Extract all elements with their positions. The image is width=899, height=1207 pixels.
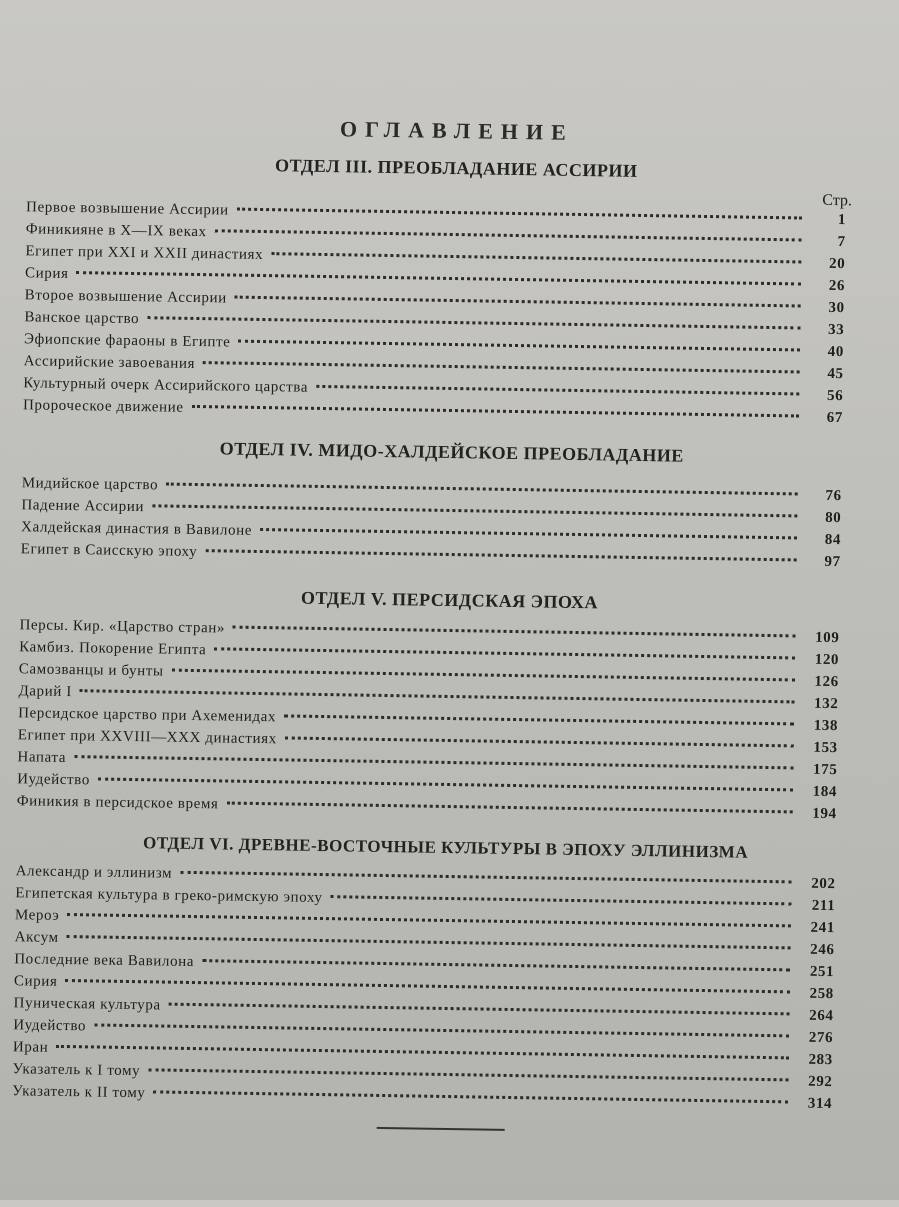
entry-page: 184 [812, 783, 838, 801]
section-heading-5: ОТДЕЛ V. ПЕРСИДСКАЯ ЭПОХА [300, 587, 599, 613]
dot-leader [237, 208, 802, 220]
dot-leader [180, 871, 791, 884]
entry-title: Напата [17, 749, 67, 766]
entry-title: Дарий I [18, 683, 73, 701]
entry-page: 251 [809, 963, 835, 981]
entry-title: Персидское царство при Ахеменидах [18, 705, 277, 726]
dot-leader [271, 252, 801, 263]
entry-page: 153 [813, 739, 838, 757]
entry-title: Египет при XXVIII—XXX династиях [17, 727, 277, 748]
closing-rule [377, 1127, 505, 1131]
entry-title: Культурный очерк Ассирийского царства [23, 375, 309, 396]
entry-title: Мероэ [14, 907, 60, 924]
section-heading-4: ОТДЕЛ IV. МИДО-ХАЛДЕЙСКОЕ ПРЕОБЛАДАНИЕ [219, 438, 685, 466]
entry-page: 20 [828, 255, 846, 273]
dot-leader [227, 802, 793, 814]
entry-page: 80 [825, 509, 842, 527]
entry-title: Указатель к II тому [12, 1083, 146, 1102]
entry-title: Мидийское царство [21, 475, 159, 494]
entry-page: 84 [824, 531, 842, 549]
dot-leader [238, 340, 800, 352]
section-heading-6: ОТДЕЛ VI. ДРЕВНЕ-ВОСТОЧНЫЕ КУЛЬТУРЫ В ЭПОХУ ЭЛЛИНИЗМА [142, 833, 749, 862]
dot-leader [260, 528, 797, 539]
entry-page: 202 [811, 875, 836, 893]
entry-title: Финикияне в X—IX веках [25, 221, 207, 241]
entry-page: 120 [814, 651, 840, 669]
entry-page: 241 [810, 919, 836, 937]
entry-page: 1 [837, 212, 847, 229]
entry-page: 33 [827, 321, 845, 339]
entry-title: Камбиз. Покорение Египта [19, 639, 207, 659]
entry-page: 126 [814, 673, 839, 691]
entry-page: 314 [807, 1095, 833, 1113]
entry-title: Египетская культура в греко-римскую эпоху [15, 885, 323, 907]
section-heading-3: ОТДЕЛ III. ПРЕОБЛАДАНИЕ АССИРИИ [274, 155, 638, 181]
entry-page: 264 [809, 1007, 834, 1025]
entry-page: 292 [808, 1073, 833, 1091]
entry-title: Указатель к I тому [12, 1061, 141, 1080]
entry-page: 132 [813, 695, 839, 713]
entry-title: Египет при XXI и XXII династиях [25, 243, 264, 264]
entry-title: Халдейская династия в Вавилоне [20, 519, 253, 539]
entry-page: 246 [810, 941, 835, 959]
entry-title: Аксум [14, 929, 59, 946]
entry-title: Последние века Вавилона [14, 951, 195, 971]
entry-page: 76 [825, 487, 842, 505]
entry-page: 283 [808, 1051, 833, 1069]
page-column-label: Стр. [822, 191, 853, 210]
entry-title: Пророческое движение [22, 397, 184, 416]
entry-title: Пуническая культура [13, 995, 161, 1014]
entry-page: 175 [812, 761, 838, 779]
entry-title: Первое возвышение Ассирии [25, 199, 229, 219]
dot-leader [316, 385, 799, 396]
entry-page: 109 [815, 629, 840, 647]
dot-leader [331, 895, 792, 905]
dot-leader [166, 483, 798, 496]
entry-title: Иран [12, 1039, 49, 1056]
entry-page: 97 [824, 553, 841, 571]
page-title: ОГЛАВЛЕНИЕ [339, 116, 574, 145]
entry-title: Александр и эллинизм [15, 863, 173, 882]
entry-title: Самозванцы и бунты [18, 661, 164, 680]
entry-page: 7 [837, 234, 846, 251]
entry-title: Иудейство [17, 771, 91, 789]
entry-title: Сирия [13, 973, 58, 990]
entry-title: Второе возвышение Ассирии [24, 287, 227, 307]
dot-leader [233, 626, 795, 638]
dot-leader [235, 296, 801, 308]
entry-page: 30 [828, 299, 845, 317]
entry-page: 67 [826, 409, 844, 427]
entry-page: 194 [812, 805, 837, 823]
entry-title: Ассирийские завоевания [23, 353, 196, 372]
entry-page: 211 [811, 897, 836, 915]
dot-leader [214, 647, 795, 659]
entry-page: 258 [809, 985, 834, 1003]
dot-leader [284, 714, 794, 725]
entry-title: Финикия в персидское время [16, 793, 219, 813]
entry-title: Сирия [24, 265, 69, 282]
entry-page: 40 [827, 343, 845, 361]
entry-title: Ванское царство [24, 309, 140, 328]
entry-page: 26 [828, 277, 846, 295]
entry-page: 56 [826, 387, 844, 405]
entry-title: Египет в Саисскую эпоху [20, 541, 198, 561]
entry-title: Персы. Кир. «Царство стран» [19, 617, 226, 637]
entry-page: 138 [813, 717, 839, 735]
entry-page: 45 [827, 365, 844, 383]
entry-page: 276 [808, 1029, 834, 1047]
entry-title: Иудейство [13, 1017, 87, 1035]
dot-leader [285, 736, 794, 747]
entry-title: Падение Ассирии [21, 497, 145, 516]
entry-title: Эфиопские фараоны в Египте [23, 331, 231, 351]
